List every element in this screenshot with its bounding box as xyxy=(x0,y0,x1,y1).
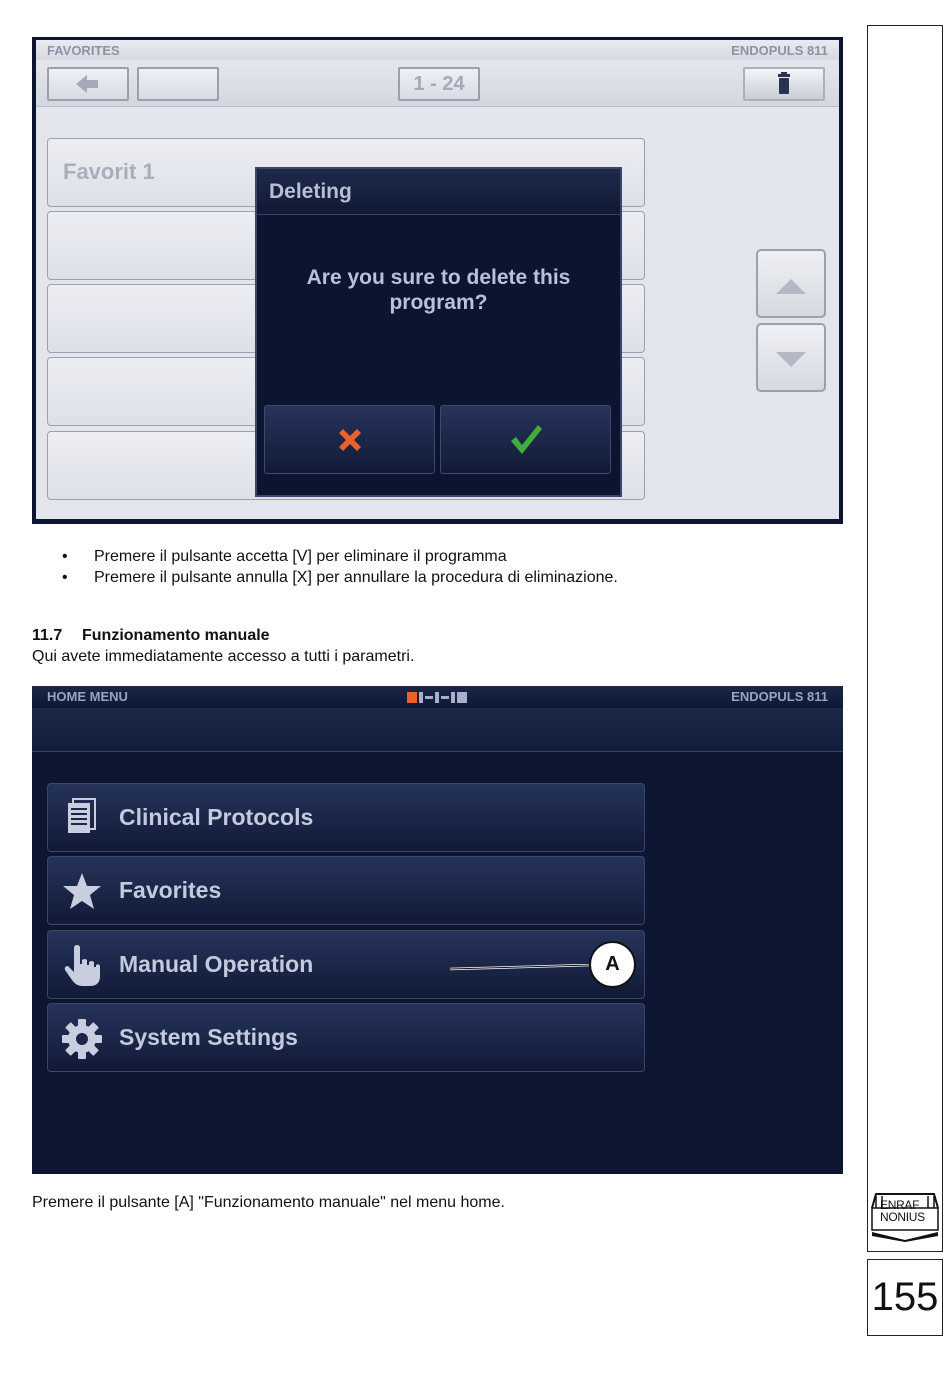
cancel-button[interactable] xyxy=(264,405,435,474)
menu-label: Manual Operation xyxy=(119,951,314,977)
blank-button[interactable] xyxy=(137,67,219,101)
section-heading xyxy=(32,627,270,645)
scroll-down-button[interactable] xyxy=(756,323,826,392)
triangle-down-icon xyxy=(758,325,824,390)
dialog-title: Deleting xyxy=(257,169,620,215)
brand-mark-icon xyxy=(407,692,467,703)
instruction-item: • Premere il pulsante annulla [X] per annullare la procedura di eliminazione. xyxy=(62,567,618,588)
instruction-item: • Premere il pulsante accetta [V] per eliminare il programma xyxy=(62,546,618,567)
confirm-button[interactable] xyxy=(440,405,611,474)
menu-label: System Settings xyxy=(119,1024,298,1050)
list-item-label: Favorit 1 xyxy=(63,159,155,184)
caption-text: Premere il pulsante [A] "Funzionamento manuale" nel menu home. xyxy=(32,1194,505,1211)
logo-line-2: NONIUS xyxy=(880,1210,925,1224)
callout-leader-line xyxy=(450,964,592,972)
screen-header xyxy=(36,40,839,60)
page-range-indicator: 1 - 24 xyxy=(398,67,480,101)
system-settings-button[interactable] xyxy=(47,1003,645,1072)
toolbar xyxy=(32,708,843,752)
delete-button[interactable] xyxy=(743,67,825,101)
triangle-up-icon xyxy=(758,251,824,316)
home-menu-screenshot xyxy=(32,686,843,1174)
section-number: 11.7 xyxy=(32,627,63,644)
back-button[interactable] xyxy=(47,67,129,101)
page-number: 155 xyxy=(867,1259,943,1336)
check-icon xyxy=(507,421,545,459)
device-name: ENDOPULS 811 xyxy=(731,689,828,704)
dialog-message: Are you sure to delete this program? xyxy=(306,266,571,314)
menu-label: Favorites xyxy=(119,877,222,903)
favorites-delete-screenshot xyxy=(32,37,843,524)
menu-label: Clinical Protocols xyxy=(119,804,314,830)
close-icon xyxy=(333,423,367,457)
clinical-protocols-button[interactable] xyxy=(47,783,645,852)
document-icon xyxy=(60,797,104,841)
trash-icon xyxy=(745,69,823,99)
screen-header xyxy=(32,686,843,708)
favorites-button[interactable] xyxy=(47,856,645,925)
section-text: Qui avete immediatamente accesso a tutti i parametri. xyxy=(32,648,415,665)
margin-frame xyxy=(867,25,943,1252)
gear-icon xyxy=(60,1017,104,1061)
screen-title: HOME MENU xyxy=(47,689,128,704)
hand-pointer-icon xyxy=(60,944,104,988)
star-icon xyxy=(60,870,104,914)
logo-line-1: ENRAF xyxy=(880,1198,920,1212)
arrow-left-icon xyxy=(49,69,127,99)
enraf-nonius-logo xyxy=(870,1186,940,1242)
instruction-list xyxy=(62,546,618,588)
scroll-up-button[interactable] xyxy=(756,249,826,318)
device-name: ENDOPULS 811 xyxy=(731,43,828,58)
delete-confirm-dialog xyxy=(255,167,622,497)
callout-marker: A xyxy=(589,941,636,988)
screen-title: FAVORITES xyxy=(47,43,120,58)
toolbar xyxy=(36,61,839,107)
section-title: Funzionamento manuale xyxy=(82,627,270,644)
